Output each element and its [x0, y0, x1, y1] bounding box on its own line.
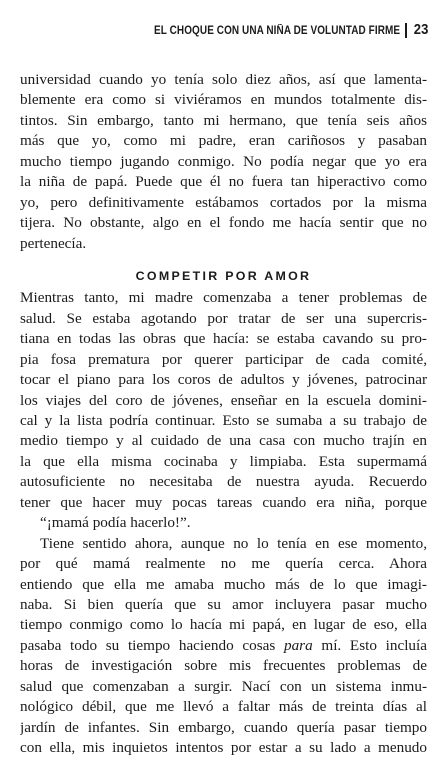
text-line: salud. Se estaba agotando por tratar de ser una supercris- [20, 309, 427, 327]
emphasis-text: para [283, 636, 313, 654]
text-line: mucho tiempo jugando conmigo. No podía negar que yo era [20, 152, 427, 170]
text-line: Mientras tanto, mi madre comenzaba a tener problemas de [20, 289, 427, 307]
text-line: blemente era como si viviéramos en mundos totalmente dis- [20, 91, 427, 109]
paragraph-3 [20, 534, 427, 758]
body-text [20, 70, 427, 758]
text-line: la niña de papá. Puede que él no fuera tan hiperactivo como [20, 173, 427, 191]
text-line: con ella, mis inquietos intentos por estar a su lado a menudo [20, 739, 427, 756]
text-line: yo, pero definitivamente estábamos cortados por la misma [20, 193, 427, 211]
text-line: tiana en todas las obras que hacía: se estaba cavando su pro- [20, 330, 427, 348]
text-line [20, 636, 427, 656]
text-line: tijera. No obstante, algo en el fondo me hacía sentir que no [20, 214, 427, 232]
text-line: tener que hacer muy pocas tareas cuando era niña, porque [20, 493, 427, 511]
running-head-divider [405, 23, 407, 38]
text-line: medio tiempo y al cuidado de una casa con mucho trajín en [20, 432, 427, 450]
page-number: 23 [413, 22, 429, 38]
text-line: pertenecía. [20, 234, 87, 252]
text-line: más que yo, como mi padre, eran cariñosos y pasaban [20, 132, 427, 150]
text-line: cal y la lista podría continuar. Esto se sumaba a su trabajo de [20, 412, 427, 429]
text-line: universidad cuando yo tenía solo diez años, así que lamenta- [20, 71, 427, 88]
text-line: la que ella misma cocinaba y limpiaba. Esta supermamá [20, 452, 427, 470]
running-head [114, 18, 429, 42]
paragraph-2 [20, 288, 427, 533]
text-line: tiempo conmigo como lo hacía mi papá, en lugar de eso, ella [20, 616, 427, 634]
text-line: tocar el piano para los coros de adultos y jóvenes, patrocinar [20, 371, 427, 389]
text-fragment: mí. Esto incluía [312, 636, 427, 654]
text-line: entiendo que ella me amaba mucho más de lo que imagi- [20, 575, 427, 593]
text-line: autosuficiente no necesitaba de nuestra ayuda. Recuerdo [20, 473, 427, 491]
text-line: los viajes del coro de jóvenes, enseñar en la escuela domini- [20, 391, 427, 409]
text-line: “¡mamá podía hacerlo!”. [40, 514, 191, 532]
running-head-title: EL CHOQUE CON UNA NIÑA DE VOLUNTAD FIRME [154, 23, 401, 37]
paragraph-1 [20, 70, 427, 254]
text-line: jardín de infantes. Sin embargo, cuando quería pasar tiempo [20, 718, 427, 736]
text-line: por qué mamá realmente no me quería cerca. Ahora [20, 555, 427, 573]
text-line: nológico débil, que me llevó a faltar más de treinta días al [20, 698, 427, 716]
text-line: Tiene sentido ahora, aunque no lo tenía en ese momento, [40, 534, 427, 552]
text-line: horas de investigación sobre mis frecuentes problemas de [20, 657, 427, 675]
text-line: naba. Si bien quería que su amor incluyera pasar mucho [20, 595, 427, 613]
text-line: tintos. Sin embargo, tanto mi hermano, que tenía seis años [20, 111, 427, 129]
text-line: pia fosa prematura por querer participar de cada comité, [20, 350, 427, 368]
text-line: salud que comenzaban a surgir. Nací con un sistema inmu- [20, 677, 427, 695]
text-fragment: pasaba todo su tiempo haciendo cosas [20, 636, 284, 654]
section-heading: COMPETIR POR AMOR [135, 268, 312, 283]
